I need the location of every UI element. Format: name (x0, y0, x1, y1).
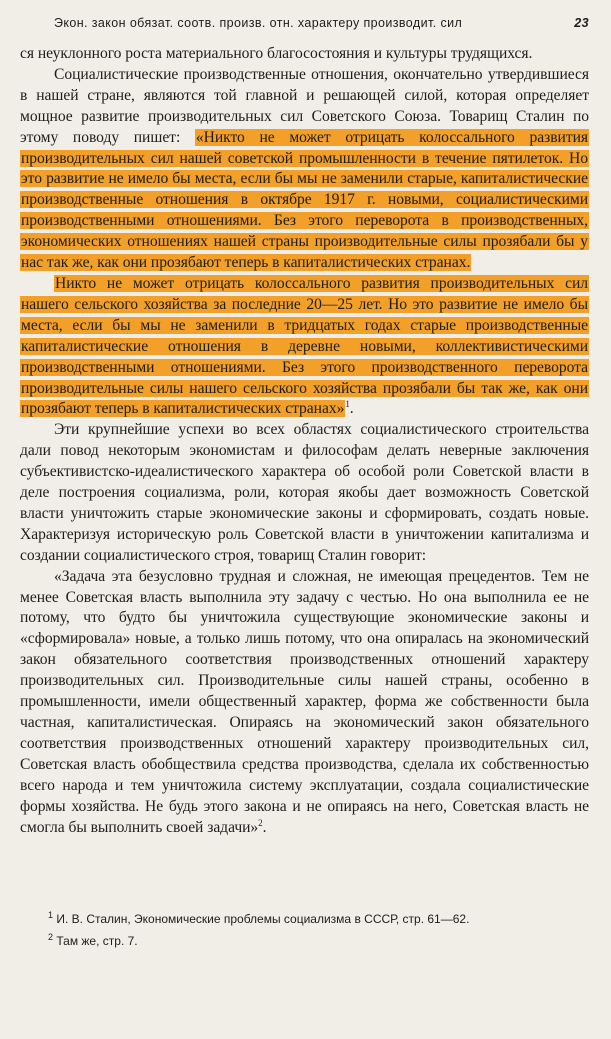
footnote-ref: 2 (258, 817, 263, 828)
running-title: Экон. закон обязат. соотв. произв. отн. характеру производит. сил (54, 16, 463, 30)
paragraph (20, 420, 589, 566)
paragraph (20, 65, 589, 274)
text-run: . (262, 818, 267, 836)
text-run: . (349, 400, 354, 418)
text-run: Эти крупнейшие успехи во всех областях социалистического строительства дали повод некоторым экономистам и философам делать неверные заключения субъективистско-идеалистического характера об особой роли Советской власти в деле построения социализма, роли, которая якобы дает возможность Советской власти уничтожить старые экономические законы и сформировать, создать новые. Характеризуя историческую роль Советской власти в уничтожении капитализма и создании социалистического строя, товарищ Сталин говорит: (20, 421, 589, 564)
footnote-mark: 1 (48, 910, 54, 920)
page-number: 23 (574, 16, 589, 30)
footnote-mark: 2 (48, 932, 54, 942)
main-text (20, 44, 589, 838)
footnote-text: И. В. Сталин, Экономические проблемы социализма в СССР, стр. 61—62. (56, 912, 470, 926)
running-head (20, 16, 589, 30)
footnote (48, 908, 585, 930)
text-run: Социалистические производственные отношения, окончательно утвердившиеся в нашей стране, являются той главной и решающей силой, которая определяет мощное развитие производительных сил Советского Союза. Товарищ Сталин по этому поводу пишет: (20, 65, 589, 146)
footnote-text: Там же, стр. 7. (56, 934, 138, 948)
footnote (48, 930, 585, 952)
highlighted-quote: «Никто не может отрицать колоссального развития производительных сил нашей советской промышленности в течение пятилеток. Но это развитие не имело бы места, если бы мы не заменили старые, капиталистические производственные отношения в октябре 1917 г. новыми, социалистическими производственными отношениями. Без этого переворота в производственных, экономических отношениях нашей страны производительные силы прозябали бы у нас так же, как они прозябают теперь в капиталистических странах. (21, 128, 588, 272)
footnote-ref: 1 (345, 399, 350, 410)
footnotes (48, 908, 585, 952)
paragraph (20, 567, 589, 839)
text-run: ся неуклонного роста материального благосостояния и культуры трудящихся. (20, 45, 533, 62)
text-run: «Задача эта безусловно трудная и сложная, не имеющая прецедентов. Тем не менее Советская власть выполнила эту задачу с честью. Но она выполнила ее не потому, что будто бы уничтожила существующие экономические законы и «сформировала» новые, а только лишь потому, что она опиралась на экономический закон обязательного соответствия производственных отношений характеру производительных сил. Производительные силы нашей страны, особенно в промышленности, имели общественный характер, форма же собственности была частная, капиталистическая. Опираясь на экономический закон обязательного соответствия производственных отношений характеру производительных сил, Советская власть обобществила средства производства, сделала их собственностью всего народа и тем уничтожила систему эксплуатации, создала социалистические формы хозяйства. Не будь этого закона и не опираясь на него, Советская власть не смогла бы выполнить своей задачи» (20, 567, 589, 836)
paragraph (20, 274, 589, 420)
highlighted-quote: Никто не может отрицать колоссального развития производительных сил нашего сельского хозяйства за последние 20—25 лет. Но это развитие не имело бы места, если бы мы не заменили в тридцатых годах старые производственные капиталистические отношения в деревне новыми, коллективистическими производственными отношениями. Без этого производственного переворота производительные силы нашего сельского хозяйства прозябали бы так же, как они прозябают теперь в капиталистических странах» (21, 274, 588, 418)
paragraph (20, 44, 589, 65)
